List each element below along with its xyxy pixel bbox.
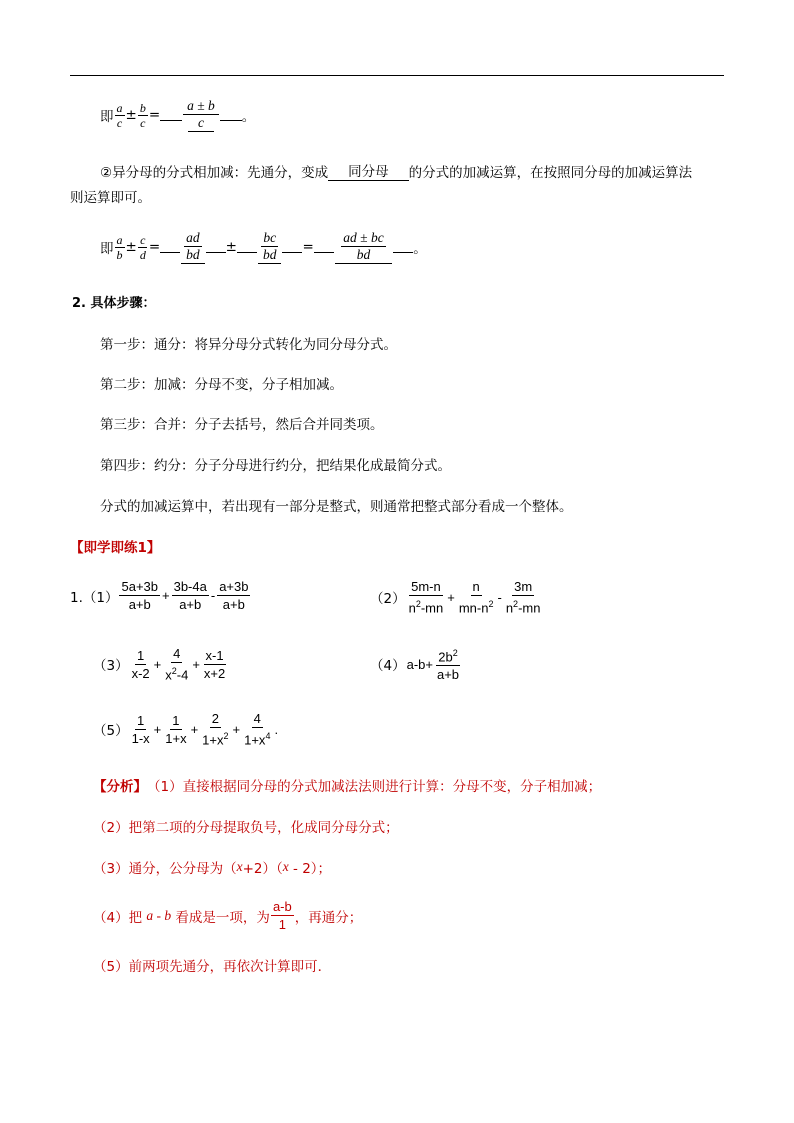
fraction: a c (116, 100, 123, 130)
fraction: 5a+3b a+b (121, 579, 158, 612)
fraction: 1 x-2 (131, 647, 150, 681)
fraction: $\frac{4}{x^2-4}$ (165, 646, 189, 683)
blank (160, 119, 182, 121)
fraction: 3m $n^2-mn$ (505, 579, 541, 616)
analysis-line-2: （2）把第二项的分母提取负号，化成同分母分式； (93, 820, 399, 836)
rule-prefix: 即 (100, 109, 114, 125)
step-1: 第一步：通分：将异分母分式转化为同分母分式。 (100, 337, 397, 353)
fraction: a+3b a+b (219, 579, 249, 612)
rule-diff-text-line1: ②异分母的分式相加减：先通分，变成 同分母 的分式的加减运算，在按照同分母的加减运算法 (100, 160, 692, 181)
header-rule (70, 75, 724, 76)
equals: = (148, 107, 161, 123)
rule-diff-denominator: 即 a b ± $\frac{c}{d}$ = ad bd ± bc bd = ad ± bc bd 。 (100, 230, 427, 262)
analysis-line-1: 【分析】 （1）直接根据同分母的分式加减法法则进行计算：分母不变，分子相加减； (93, 775, 601, 795)
fraction: 1 1-x (131, 712, 150, 746)
question-5: （5） 1 1-x + $\frac{1}{1+x}$ + $\frac{2}{1+x^2}$ + $\frac{4}{1+x^4}$ . (93, 711, 279, 748)
answer-fraction: ad bd (181, 230, 205, 264)
steps-heading: 2. 具体步骤： (72, 296, 156, 311)
steps-note: 分式的加减运算中，若出现有一部分是整式，则通常把整式部分看成一个整体。 (100, 499, 573, 515)
blank (220, 119, 242, 121)
question-1: 1.（1） 5a+3b a+b + $\frac{3b-4a}{a+b}$ - a+3b a+b (70, 579, 249, 612)
fraction: $\frac{3b-4a}{a+b}$ (173, 579, 207, 612)
practice-heading: 【即学即练1】 (70, 540, 161, 556)
fill-blank: 同分母 (328, 160, 409, 181)
fraction: $\frac{x-1}{x+2}$ (203, 647, 226, 681)
step-2: 第二步：加减：分母不变，分子相加减。 (100, 377, 343, 393)
rule-same-denominator: 即 a c ± $\frac{b}{c}$ = a ± b c 。 (100, 98, 256, 130)
analysis-line-3: （3）通分，公分母为（ x +2）（ x - 2）； (93, 859, 332, 877)
fraction: $\frac{4}{1+x^4}$ (244, 711, 271, 748)
step-3: 第三步：合并：分子去括号，然后合并同类项。 (100, 417, 384, 433)
analysis-line-5: （5）前两项先通分，再依次计算即可． (93, 959, 332, 975)
question-4: （4） a-b+ $\frac{2b^2}{a+b}$ (370, 645, 462, 683)
question-3: （3） 1 x-2 + $\frac{4}{x^2-4}$ + $\frac{x-1}{x+2}$ (93, 646, 226, 683)
fraction: a b (116, 232, 123, 262)
fraction: $\frac{1}{1+x}$ (165, 712, 187, 746)
answer-fraction: ad ± bc bd (335, 230, 393, 264)
rule-diff-text-line2: 则运算即可。 (70, 190, 151, 206)
fraction: $\frac{c}{d}$ (139, 232, 146, 262)
fraction: $\frac{b}{c}$ (139, 100, 146, 130)
fraction: 5m-n $n^2-mn$ (408, 579, 444, 616)
plus-minus: ± (125, 107, 137, 123)
step-4: 第四步：约分：分子分母进行约分，把结果化成最简分式。 (100, 458, 451, 474)
answer-fraction: a ± b c (183, 98, 219, 132)
analysis-line-4: （4）把 a - b 看成是一项，为 a-b 1 ，再通分； (93, 899, 363, 932)
answer-fraction: bc bd (258, 230, 282, 264)
question-2: （2） 5m-n $n^2-mn$ + $\frac{n}{mn-n^2}$ - 3m $n^2-mn$ (370, 579, 541, 616)
fraction: a-b 1 (272, 899, 292, 932)
fraction: $\frac{n}{mn-n^2}$ (458, 579, 494, 616)
fraction: $\frac{2}{1+x^2}$ (202, 711, 229, 748)
fraction: $\frac{2b^2}{a+b}$ (435, 645, 461, 683)
analysis-tag: 【分析】 (93, 779, 147, 795)
